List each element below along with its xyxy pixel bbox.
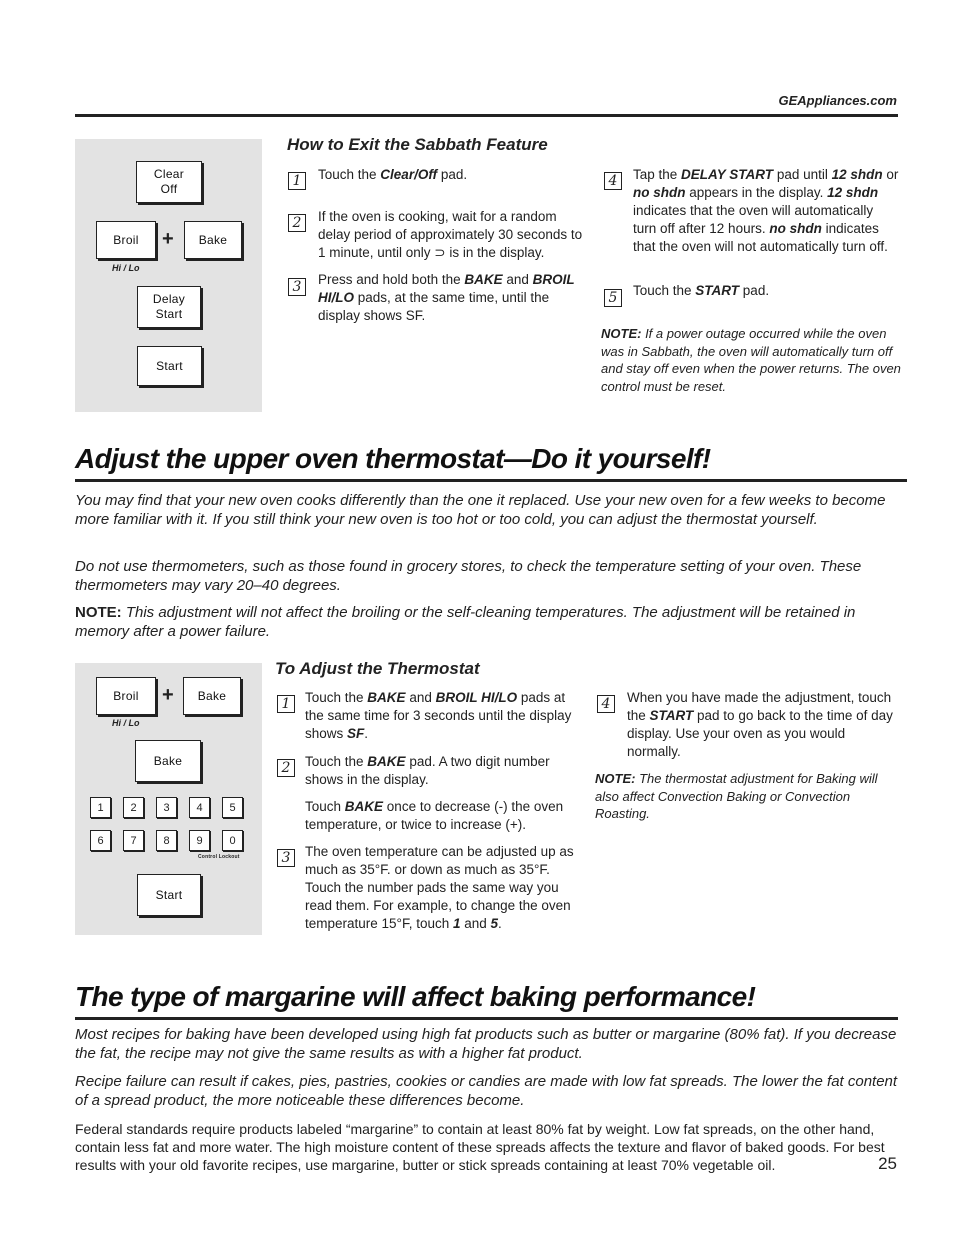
step-number-3: 3 <box>288 278 306 296</box>
page-number: 25 <box>878 1154 897 1173</box>
thermostat-subheading: To Adjust the Thermostat <box>275 659 480 678</box>
thermostat-step-1: Touch the BAKE and BROIL HI/LO pads at the same time for 3 seconds until the display shows SF. <box>305 690 572 741</box>
control-lockout-label: Control Lockout <box>198 854 240 860</box>
sabbath-step-2: If the oven is cooking, wait for a random delay period of approximately 30 seconds to 1 minute, until only ⊃ is in the display. <box>318 209 583 260</box>
thermostat-control-panel <box>75 663 262 935</box>
number-pad-5: 5 <box>222 797 243 818</box>
step-number-3: 3 <box>277 849 295 867</box>
thermostat-para-2: Do not use thermometers, such as those found in grocery stores, to check the temperature setting of your oven. These thermometers may vary 20–40 degrees. <box>75 558 862 594</box>
margarine-para-2: Recipe failure can result if cakes, pies, pastries, cookies or candies are made with low fat spreads. The lower the fat content of a spread product, the more noticeable these differences become. <box>75 1073 898 1109</box>
number-pad-6: 6 <box>90 830 111 851</box>
thermostat-step-3: The oven temperature can be adjusted up as much as 35°F. or down as much as 35°F. Touch the number pads the same way you read them. For example, to change the oven temperature 15°F, touch 1 and 5. <box>305 844 574 931</box>
margarine-para-3: Federal standards require products labeled “margarine” to contain at least 80% fat by weight. Low fat spreads, on the other hand, contain less fat and more water. The high moisture content of these spreads affects the texture and flavor of baked goods. For best results with your old favorite recipes, use margarine, butter or stick spreads containing at least 70% vegetable oil. <box>75 1121 885 1173</box>
margarine-heading: The type of margarine will affect baking performance! <box>75 981 756 1012</box>
header-rule <box>75 114 898 117</box>
sabbath-step-3: Press and hold both the BAKE and BROIL HI/LO pads, at the same time, until the display shows SF. <box>318 272 575 323</box>
site-url: GEAppliances.com <box>778 93 897 108</box>
step-number-2: 2 <box>277 759 295 777</box>
number-pad-0: 0 <box>222 830 243 851</box>
hi-lo-label: Hi / Lo <box>112 718 140 728</box>
step-number-5: 5 <box>604 289 622 307</box>
sabbath-note: NOTE: If a power outage occurred while the oven was in Sabbath, the oven will automatically turn off and stay off even when the power returns. The oven control must be reset. <box>601 326 901 394</box>
number-pad-8: 8 <box>156 830 177 851</box>
number-pad-4: 4 <box>189 797 210 818</box>
plus-sign: + <box>162 684 174 706</box>
bake-pad: Bake <box>184 221 242 259</box>
margarine-rule <box>75 1017 898 1020</box>
bake-pad: Bake <box>183 677 241 715</box>
clear-off-pad: Clear Off <box>136 161 202 203</box>
plus-sign: + <box>162 228 174 250</box>
number-pad-3: 3 <box>156 797 177 818</box>
thermostat-para-1: You may find that your new oven cooks differently than the one it replaced. Use your new oven for a few weeks to become more familiar with it. If you still think your new oven is too hot or too cold, you can adjust the thermostat yourself. <box>75 492 886 528</box>
sabbath-step-5: Touch the START pad. <box>633 283 770 298</box>
step-number-4: 4 <box>604 172 622 190</box>
number-pad-7: 7 <box>123 830 144 851</box>
thermostat-step-4: When you have made the adjustment, touch the START pad to go back to the time of day display. Use your oven as you would normally. <box>627 690 893 759</box>
step-number-1: 1 <box>288 172 306 190</box>
start-pad: Start <box>137 874 201 916</box>
sabbath-title: How to Exit the Sabbath Feature <box>287 135 548 154</box>
sabbath-control-panel <box>75 139 262 412</box>
start-pad: Start <box>137 346 202 386</box>
delay-start-pad: Delay Start <box>137 286 201 328</box>
sabbath-step-4: Tap the DELAY START pad until 12 shdn or no shdn appears in the display. 12 shdn indicates that the oven will automatically turn off after 12 hours. no shdn indicates that the oven will not automatically turn off. <box>633 167 899 254</box>
margarine-para-1: Most recipes for baking have been developed using high fat products such as butter or margarine (80% fat). If you decrease the fat, the recipe may not give the same results as with a higher fat product. <box>75 1026 897 1062</box>
thermostat-step-2b: Touch BAKE once to decrease (-) the oven temperature, or twice to increase (+). <box>305 799 564 832</box>
hi-lo-label: Hi / Lo <box>112 263 140 273</box>
thermostat-note-2: NOTE: The thermostat adjustment for Baking will also affect Convection Baking or Convection Roasting. <box>595 771 878 821</box>
thermostat-note: NOTE: This adjustment will not affect the broiling or the self-cleaning temperatures. The adjustment will be retained in memory after a power failure. <box>75 604 856 640</box>
broil-pad: Broil <box>96 677 156 715</box>
broil-pad: Broil <box>96 221 156 259</box>
step-number-1: 1 <box>277 695 295 713</box>
thermostat-heading: Adjust the upper oven thermostat—Do it yourself! <box>75 443 711 474</box>
step-number-2: 2 <box>288 214 306 232</box>
thermostat-step-2: Touch the BAKE pad. A two digit number shows in the display. <box>305 754 550 787</box>
sabbath-step-1: Touch the Clear/Off pad. <box>318 167 468 182</box>
number-pad-1: 1 <box>90 797 111 818</box>
thermostat-rule <box>75 479 907 482</box>
number-pad-9: 9 <box>189 830 210 851</box>
step-number-4: 4 <box>597 695 615 713</box>
number-pad-2: 2 <box>123 797 144 818</box>
bake-pad-large: Bake <box>135 740 201 782</box>
